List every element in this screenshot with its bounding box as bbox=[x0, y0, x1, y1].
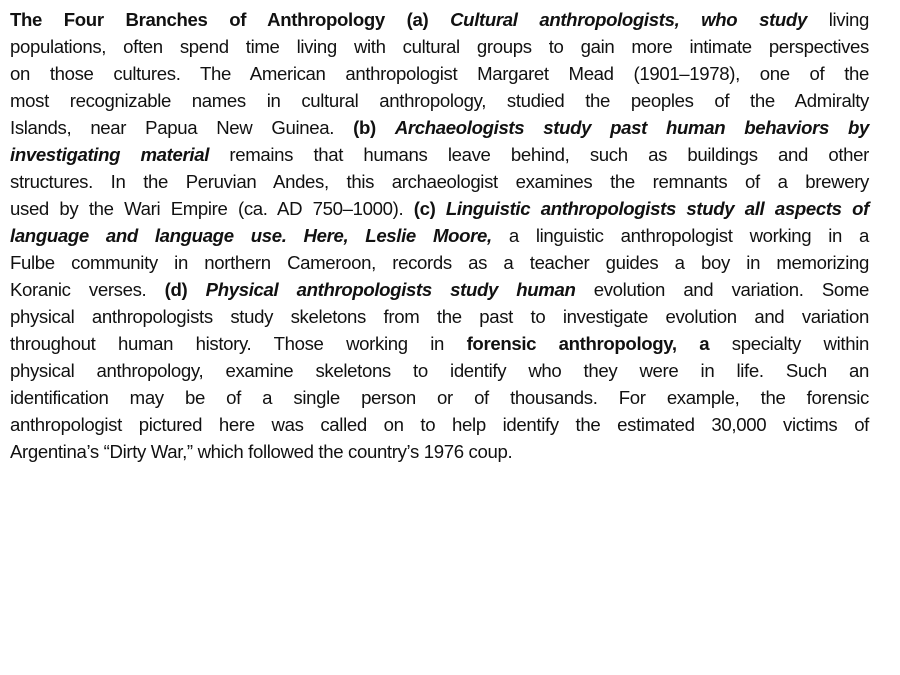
text-run: physical anthropologists study skeletons from the past to investigate evolution and variation bbox=[10, 306, 869, 327]
bold-italic-text-run: investigating material bbox=[10, 144, 210, 165]
text-run: most recognizable names in cultural anthropology, studied the peoples of the Admiralty bbox=[10, 90, 869, 111]
text-line bbox=[10, 303, 869, 330]
text-line bbox=[10, 357, 869, 384]
text-line bbox=[10, 276, 869, 303]
bold-text-run: forensic anthropology, a bbox=[466, 333, 710, 354]
text-line bbox=[10, 114, 869, 141]
text-line bbox=[10, 384, 869, 411]
text-line bbox=[10, 87, 869, 114]
bold-text-run: (b) bbox=[353, 117, 395, 138]
bold-italic-text-run: Physical anthropologists study human bbox=[205, 279, 576, 300]
text-line bbox=[10, 249, 869, 276]
text-run: evolution and variation. Some bbox=[575, 279, 869, 300]
text-run: anthropologist pictured here was called on to help identify the estimated 30,000 victims of bbox=[10, 414, 869, 435]
text-run: living bbox=[806, 9, 869, 30]
text-line bbox=[10, 222, 869, 249]
text-run: populations, often spend time living with cultural groups to gain more intimate perspectives bbox=[10, 36, 869, 57]
text-run: Islands, near Papua New Guinea. bbox=[10, 117, 354, 138]
text-run: Koranic verses. bbox=[10, 279, 165, 300]
text-line bbox=[10, 33, 869, 60]
text-run: used by the Wari Empire (ca. AD 750–1000). bbox=[10, 198, 414, 219]
text-run: identification may be of a single person or of thousands. For example, the forensic bbox=[10, 387, 869, 408]
document-page bbox=[10, 6, 869, 465]
text-line bbox=[10, 6, 869, 33]
text-run: throughout human history. Those working in bbox=[10, 333, 467, 354]
text-line bbox=[10, 60, 869, 87]
text-run: remains that humans leave behind, such as buildings and other bbox=[209, 144, 869, 165]
text-line bbox=[10, 141, 869, 168]
bold-italic-text-run: language and language use. Here, Leslie Moore, bbox=[10, 225, 492, 246]
bold-text-run: (d) bbox=[164, 279, 206, 300]
text-line bbox=[10, 330, 869, 357]
text-line bbox=[10, 168, 869, 195]
caption-paragraph bbox=[10, 6, 869, 465]
text-run: Fulbe community in northern Cameroon, records as a teacher guides a boy in memorizing bbox=[10, 252, 869, 273]
text-line bbox=[10, 195, 869, 222]
text-run: Argentina’s “Dirty War,” which followed the country’s 1976 coup. bbox=[10, 441, 513, 462]
text-run: specialty within bbox=[709, 333, 869, 354]
bold-text-run: The Four Branches of Anthropology (a) bbox=[10, 9, 451, 30]
bold-text-run: (c) bbox=[413, 198, 446, 219]
text-line bbox=[10, 438, 869, 465]
text-run: on those cultures. The American anthropologist Margaret Mead (1901–1978), one of the bbox=[10, 63, 869, 84]
text-line bbox=[10, 411, 869, 438]
bold-italic-text-run: Cultural anthropologists, who study bbox=[450, 9, 807, 30]
text-run: physical anthropology, examine skeletons to identify who they were in life. Such an bbox=[10, 360, 869, 381]
bold-italic-text-run: Linguistic anthropologists study all aspects of bbox=[445, 198, 869, 219]
text-run: structures. In the Peruvian Andes, this archaeologist examines the remnants of a brewery bbox=[10, 171, 869, 192]
bold-italic-text-run: Archaeologists study past human behaviors by bbox=[394, 117, 869, 138]
text-run: a linguistic anthropologist working in a bbox=[491, 225, 870, 246]
